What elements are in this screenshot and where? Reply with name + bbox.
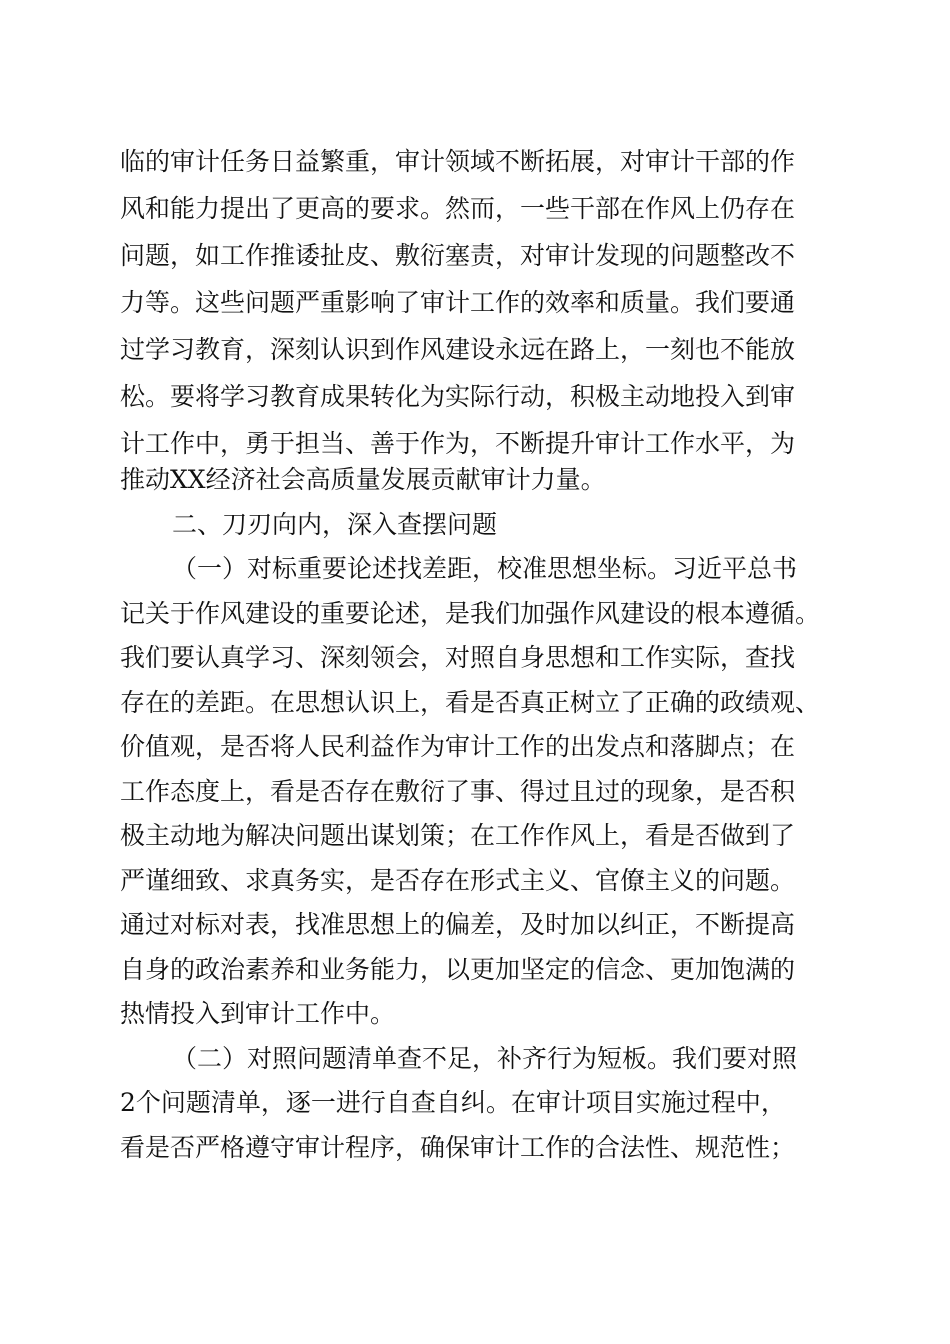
paragraph-line: 松。要将学习教育成果转化为实际行动，积极主动地投入到审: [120, 382, 796, 411]
paragraph-line: 2个问题清单，逐一进行自查自纠。在审计项目实施过程中，: [120, 1088, 786, 1117]
paragraph-line: 通过对标对表，找准思想上的偏差，及时加以纠正，不断提高: [120, 910, 796, 939]
paragraph-line: 力等。这些问题严重影响了审计工作的效率和质量。我们要通: [120, 288, 796, 317]
paragraph-line: 极主动地为解决问题出谋划策；在工作作风上，看是否做到了: [120, 821, 796, 850]
paragraph-line: 风和能力提出了更高的要求。然而，一些干部在作风上仍存在: [120, 194, 796, 223]
paragraph-line: 推动XX经济社会高质量发展贡献审计力量。: [120, 465, 606, 494]
paragraph-line: 看是否严格遵守审计程序，确保审计工作的合法性、规范性；: [120, 1133, 796, 1162]
paragraph-line: 严谨细致、求真务实，是否存在形式主义、官僚主义的问题。: [120, 866, 796, 895]
paragraph-line: （二）对照问题清单查不足，补齐行为短板。我们要对照: [172, 1044, 798, 1073]
paragraph-line: 存在的差距。在思想认识上，看是否真正树立了正确的政绩观、: [120, 688, 821, 717]
paragraph-line: 计工作中，勇于担当、善于作为，不断提升审计工作水平，为: [120, 429, 796, 458]
paragraph-line: 工作态度上，看是否存在敷衍了事、得过且过的现象，是否积: [120, 777, 796, 806]
paragraph-line: 自身的政治素养和业务能力，以更加坚定的信念、更加饱满的: [120, 955, 796, 984]
paragraph-line: 过学习教育，深刻认识到作风建设永远在路上，一刻也不能放: [120, 335, 796, 364]
paragraph-line: 临的审计任务日益繁重，审计领域不断拓展，对审计干部的作: [120, 147, 796, 176]
paragraph-line: 问题，如工作推诿扯皮、敷衍塞责，对审计发现的问题整改不: [120, 241, 796, 270]
section-heading: 二、刀刃向内，深入查摆问题: [172, 510, 498, 539]
paragraph-line: （一）对标重要论述找差距，校准思想坐标。习近平总书: [172, 554, 798, 583]
paragraph-line: 我们要认真学习、深刻领会，对照自身思想和工作实际，查找: [120, 643, 796, 672]
paragraph-line: 记关于作风建设的重要论述，是我们加强作风建设的根本遵循。: [120, 599, 821, 628]
paragraph-line: 热情投入到审计工作中。: [120, 999, 396, 1028]
paragraph-line: 价值观，是否将人民利益作为审计工作的出发点和落脚点；在: [120, 732, 796, 761]
